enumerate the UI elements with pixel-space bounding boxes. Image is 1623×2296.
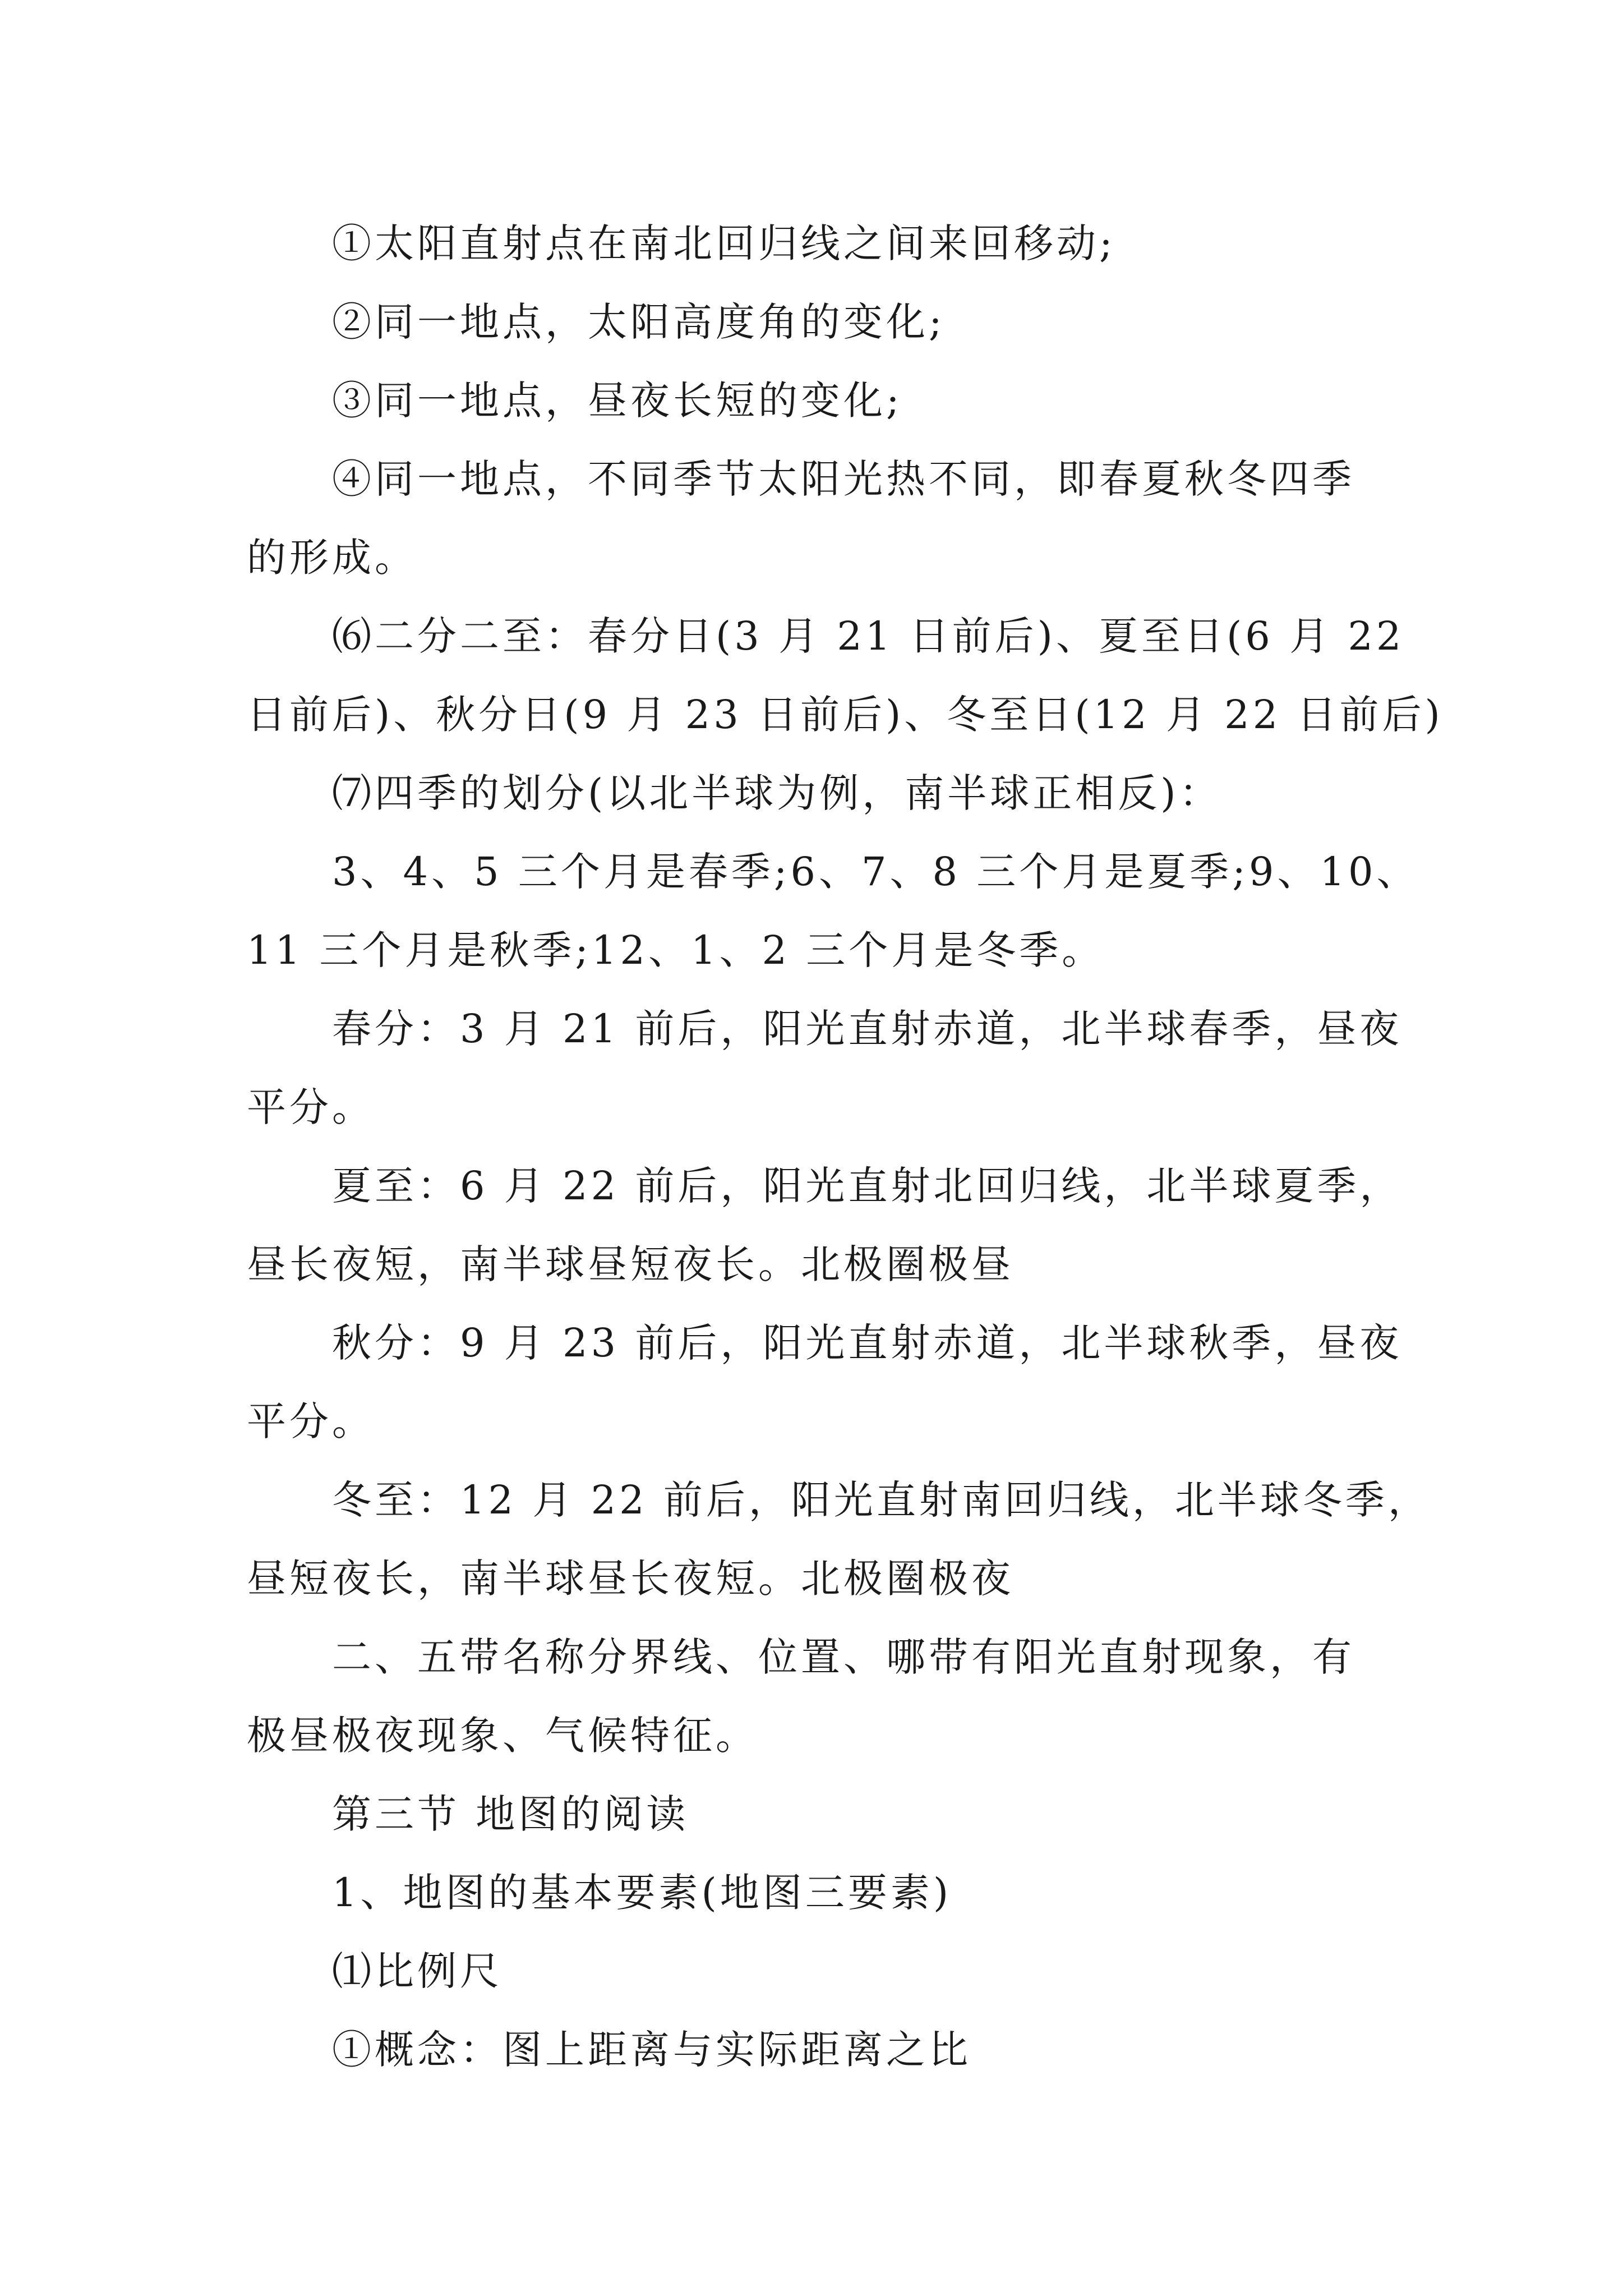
text-line: 二、五带名称分界线、位置、哪带有阳光直射现象，有 [332,1634,1355,1680]
text-line: 夏至：6 月 22 前后，阳光直射北回归线，北半球夏季， [332,1163,1403,1209]
text-line: ⑹二分二至：春分日(3 月 21 日前后)、夏至日(6 月 22 [332,613,1405,659]
text-line: ①太阳直射点在南北回归线之间来回移动; [332,220,1116,266]
text-line: ⑺四季的划分(以北半球为例，南半球正相反)： [332,770,1222,816]
text-line: ①概念：图上距离与实际距离之比 [332,2027,971,2073]
text-line: 平分。 [247,1398,375,1444]
text-line: 秋分：9 月 23 前后，阳光直射赤道，北半球秋季，昼夜 [332,1320,1403,1366]
section-heading: 第三节 地图的阅读 [332,1791,689,1837]
text-line: ⑴比例尺 [332,1948,502,1994]
text-line: 春分：3 月 21 前后，阳光直射赤道，北半球春季，昼夜 [332,1006,1403,1052]
text-line: ④同一地点，不同季节太阳光热不同，即春夏秋冬四季 [332,456,1355,502]
text-line: ②同一地点，太阳高度角的变化; [332,299,946,345]
text-line: 极昼极夜现象、气候特征。 [247,1713,758,1759]
text-line: 冬至：12 月 22 前后，阳光直射南回归线，北半球冬季， [332,1477,1431,1523]
text-line: ③同一地点，昼夜长短的变化; [332,378,903,424]
text-line: 3、4、5 三个月是春季;6、7、8 三个月是夏季;9、10、 [332,849,1419,895]
text-line: 平分。 [247,1084,375,1130]
text-line: 11 三个月是秋季;12、1、2 三个月是冬季。 [247,927,1105,973]
text-line: 1、地图的基本要素(地图三要素) [332,1870,952,1916]
text-line: 日前后)、秋分日(9 月 23 日前后)、冬至日(12 月 22 日前后) [247,692,1444,738]
text-line: 的形成。 [247,535,417,581]
text-line: 昼长夜短，南半球昼短夜长。北极圈极昼 [247,1241,1014,1287]
text-line: 昼短夜长，南半球昼长夜短。北极圈极夜 [247,1556,1014,1602]
